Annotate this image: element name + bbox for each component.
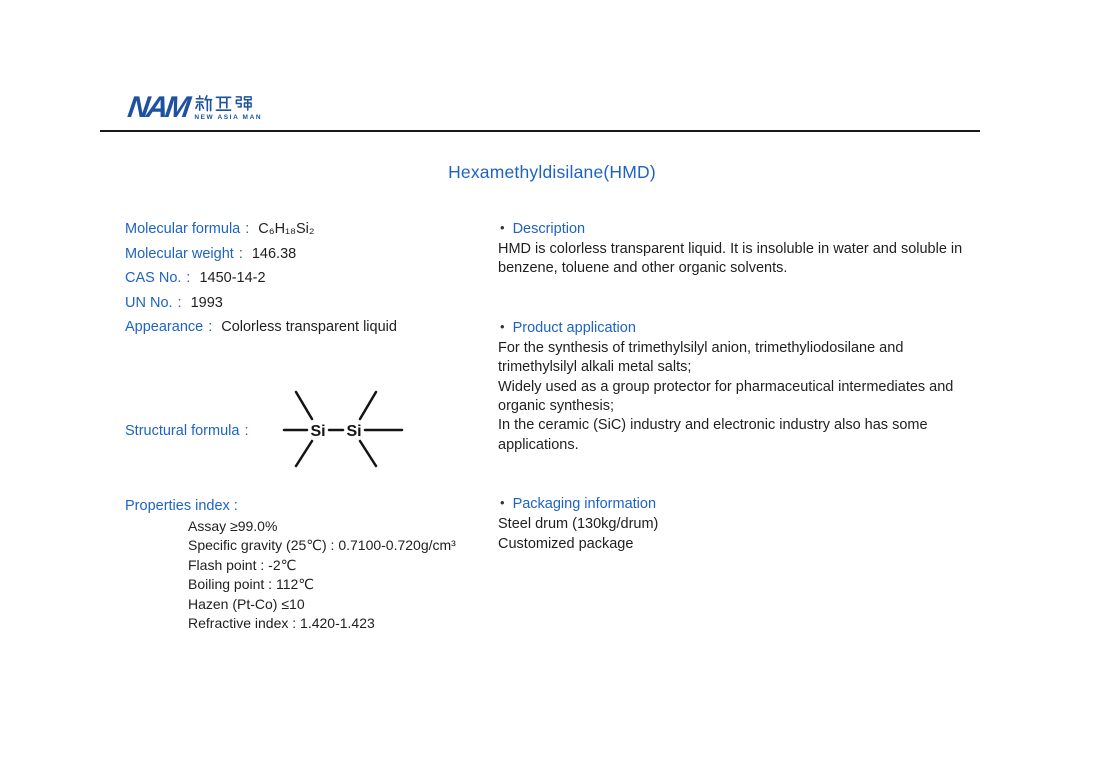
section-text-line: Widely used as a group protector for pharmaceutical intermediates and — [498, 378, 954, 395]
info-sections — [498, 218, 1098, 592]
section-title: Description — [512, 221, 586, 237]
section-text-line: applications. — [498, 436, 579, 453]
field-value: 1450-14-2 — [199, 270, 266, 287]
section-text-line: In the ceramic (SiC) industry and electronic industry also has some — [498, 417, 928, 434]
field-label: CAS No. — [125, 270, 182, 287]
product-fields — [125, 217, 495, 340]
section-text-line: Steel drum (130kg/drum) — [498, 516, 659, 533]
property-item: Hazen (Pt-Co) ≤10 — [188, 595, 305, 612]
atom-si-left: Si — [310, 423, 326, 440]
field-value: C₆H₁₈Si₂ — [258, 221, 315, 237]
section-text-line: organic synthesis; — [498, 398, 615, 415]
field-label: Molecular formula — [125, 221, 241, 237]
field-colon: : — [177, 294, 182, 311]
field-label: Molecular weight — [125, 245, 234, 262]
property-item: Assay ≥99.0% — [188, 518, 278, 534]
logo-acronym-text: NAM — [125, 91, 190, 124]
header-divider — [100, 130, 980, 132]
page-title: Hexamethyldisilane(HMD) — [448, 162, 656, 182]
field-label: UN No. — [125, 294, 173, 311]
property-item: Refractive index : 1.420-1.423 — [188, 615, 375, 632]
section-header — [498, 493, 1098, 514]
field-value: Colorless transparent liquid — [221, 319, 397, 336]
logo-chinese-glyphs-icon — [194, 94, 262, 113]
field-colon: : — [238, 245, 243, 262]
structural-formula-diagram — [281, 388, 405, 468]
structural-formula-label: Structural formula : — [125, 423, 249, 439]
property-item: Boiling point : 112℃ — [188, 576, 314, 593]
field-value: 146.38 — [251, 245, 297, 262]
field-colon: : — [245, 221, 250, 237]
structural-formula-block — [125, 386, 425, 470]
section-body — [498, 240, 1098, 279]
properties-index-heading: Properties index : — [125, 498, 238, 514]
field-value: 1993 — [190, 294, 223, 311]
section-packaging-information — [498, 493, 1098, 554]
section-body — [498, 515, 1098, 554]
section-description — [498, 218, 1098, 279]
section-product-application — [498, 317, 1098, 455]
bullet-icon: • — [500, 318, 505, 334]
field-row — [125, 315, 495, 340]
section-text-line: For the synthesis of trimethylsilyl anion, trimethyliodosilane and — [498, 339, 904, 356]
section-title: Packaging information — [512, 496, 657, 513]
section-text-line: trimethylsilyl alkali metal salts; — [498, 359, 692, 376]
section-text-line: HMD is colorless transparent liquid. It is insoluble in water and soluble in — [498, 241, 963, 257]
logo-subtitle-text: NEW ASIA MAN — [194, 114, 263, 121]
company-logo — [125, 91, 263, 124]
bullet-icon: • — [500, 495, 505, 511]
section-text-line: Customized package — [498, 535, 634, 552]
atom-si-right: Si — [346, 423, 362, 440]
section-title: Product application — [512, 319, 636, 336]
property-item: Specific gravity (25℃) : 0.7100-0.720g/cm³ — [188, 537, 456, 554]
field-row — [125, 266, 495, 291]
bullet-icon: • — [500, 220, 505, 235]
section-header — [498, 218, 1098, 239]
property-item: Flash point : -2℃ — [188, 556, 297, 573]
label-colon: : — [244, 423, 249, 439]
section-body — [498, 339, 1098, 455]
section-header — [498, 317, 1098, 338]
field-row — [125, 217, 495, 242]
logo-chinese-block — [194, 94, 262, 121]
field-row — [125, 291, 495, 316]
field-row — [125, 242, 495, 267]
section-text-line: benzene, toluene and other organic solvents. — [498, 260, 788, 277]
field-label: Appearance — [125, 319, 204, 336]
field-colon: : — [186, 270, 191, 287]
field-colon: : — [208, 319, 213, 336]
properties-index-list — [188, 517, 528, 633]
